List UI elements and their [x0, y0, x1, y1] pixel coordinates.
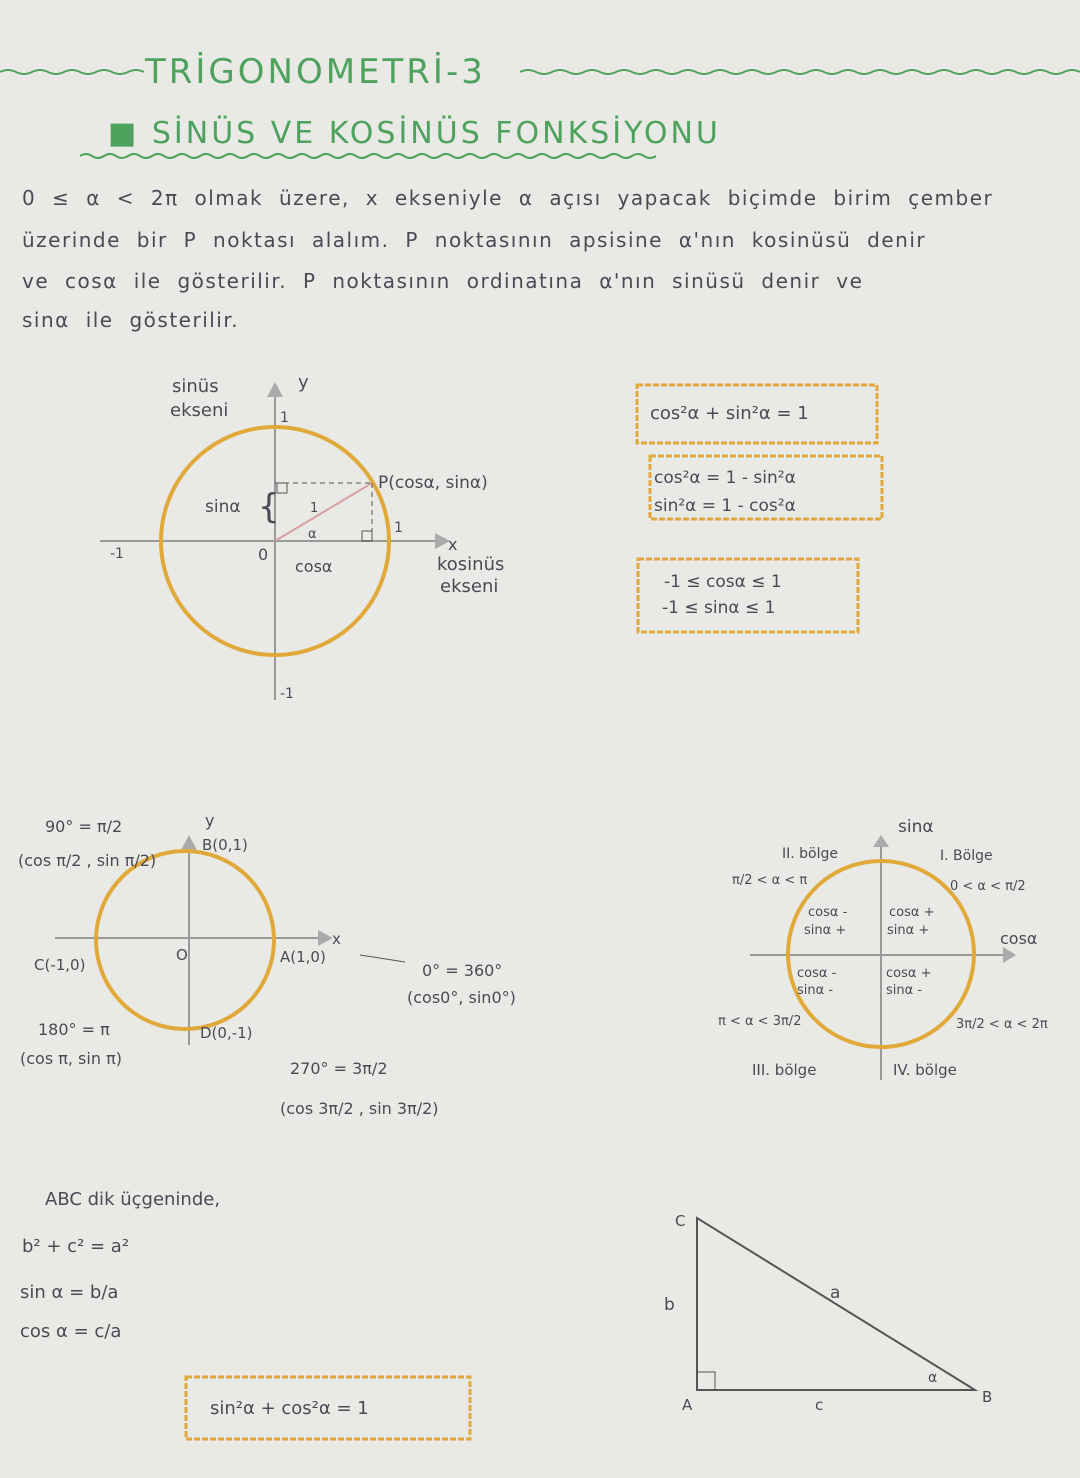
diagram-label: A	[682, 1396, 693, 1414]
diagram-label: sinα -	[797, 983, 834, 998]
diagram-label: 0° = 360°	[422, 961, 503, 980]
special-angles-diagram	[18, 811, 516, 1118]
diagram-label: (cos π/2 , sin π/2)	[18, 851, 157, 870]
diagram-label: π < α < 3π/2	[718, 1014, 802, 1029]
diagram-label: II. bölge	[782, 846, 838, 862]
diagram-label: cosα -	[797, 966, 837, 981]
diagram-label: 1	[280, 410, 289, 426]
diagram-label: I. Bölge	[940, 848, 993, 864]
diagram-label: (cos π, sin π)	[20, 1049, 122, 1068]
diagram-label: D(0,-1)	[200, 1024, 253, 1042]
diagram-label: α	[308, 527, 317, 542]
diagram-label: 1	[310, 501, 319, 516]
unit-circle-diagram	[100, 372, 504, 702]
diagram-label: -1	[110, 546, 124, 562]
formula-boxes	[637, 385, 882, 632]
diagram-label: 0 < α < π/2	[950, 879, 1026, 894]
diagram-label: B(0,1)	[202, 836, 248, 854]
diagram-label: B	[982, 1388, 993, 1406]
diagram-label: 1	[394, 520, 403, 536]
diagram-label: cosα -	[808, 905, 848, 920]
diagram-label: -1 ≤ sinα ≤ 1	[662, 598, 776, 618]
diagram-label: cos α = c/a	[20, 1321, 122, 1342]
section-title: ■ SİNÜS VE KOSİNÜS FONKSİYONU	[108, 116, 721, 151]
diagram-label: sinα +	[887, 923, 930, 938]
paragraph-line: ve cosα ile gösterilir. P noktasının ordinatına α'nın sinüsü denir ve	[22, 269, 864, 293]
diagram-label: sinα	[898, 817, 934, 837]
diagram-label: ekseni	[170, 400, 229, 421]
diagram-label: x	[332, 930, 341, 948]
triangle-section	[20, 1189, 992, 1439]
diagram-label: cosα	[1000, 929, 1038, 948]
diagram-label: cos²α + sin²α = 1	[650, 403, 809, 424]
diagram-label: 270° = 3π/2	[290, 1059, 388, 1078]
diagram-label: 3π/2 < α < 2π	[956, 1017, 1048, 1032]
diagram-label: sinα	[205, 497, 241, 517]
diagram-label: 90° = π/2	[45, 817, 123, 836]
diagram-label: sinα +	[804, 923, 847, 938]
diagram-label: 180° = π	[38, 1020, 110, 1039]
quadrants-diagram	[718, 817, 1048, 1080]
diagram-label: P(cosα, sinα)	[378, 473, 488, 493]
diagram-label: III. bölge	[752, 1061, 817, 1079]
diagram-label: ABC dik üçgeninde,	[45, 1189, 221, 1210]
diagram-label: x	[448, 535, 458, 554]
diagram-label: π/2 < α < π	[732, 873, 808, 888]
diagram-label: (cos0°, sin0°)	[407, 988, 516, 1007]
diagram-label: y	[205, 811, 215, 830]
diagram-label: ekseni	[440, 576, 499, 597]
page-title: TRİGONOMETRİ-3	[145, 52, 486, 92]
diagram-label: cosα +	[889, 905, 935, 920]
title-underline-left	[0, 70, 144, 74]
diagram-label: cosα +	[886, 966, 932, 981]
diagram-label: c	[815, 1396, 824, 1414]
diagram-label: (cos 3π/2 , sin 3π/2)	[280, 1099, 439, 1118]
diagram-label: b² + c² = a²	[22, 1236, 130, 1257]
paragraph-line: üzerinde bir P noktası alalım. P noktasının apsisine α'nın kosinüsü denir	[22, 228, 927, 252]
subtitle-underline	[80, 154, 656, 158]
diagram-label: cosα	[295, 557, 333, 576]
diagram-label: sinüs	[172, 376, 219, 397]
paragraph-line: sinα ile gösterilir.	[22, 308, 240, 332]
diagram-label: a	[830, 1283, 841, 1303]
paragraph-line: 0 ≤ α < 2π olmak üzere, x ekseniyle α açısı yapacak biçimde birim çember	[22, 186, 994, 210]
diagram-label: α	[928, 1370, 938, 1386]
diagram-label: kosinüs	[437, 554, 505, 575]
diagram-label: -1 ≤ cosα ≤ 1	[664, 572, 782, 592]
diagram-label: b	[664, 1295, 675, 1315]
diagram-label: sin²α = 1 - cos²α	[654, 496, 796, 516]
diagram-label: cos²α = 1 - sin²α	[654, 468, 796, 488]
diagram-label: A(1,0)	[280, 948, 326, 966]
title-underline-right	[520, 70, 1080, 74]
diagram-label: C	[675, 1212, 686, 1230]
diagram-label: sin²α + cos²α = 1	[210, 1398, 369, 1419]
diagram-label: sinα -	[886, 983, 923, 998]
diagram-label: IV. bölge	[893, 1061, 957, 1079]
diagram-label: 0	[258, 545, 269, 564]
diagram-label: {	[258, 487, 280, 527]
diagram-label: C(-1,0)	[34, 956, 86, 974]
diagram-label: -1	[280, 686, 294, 702]
diagram-label: O	[176, 946, 188, 964]
diagram-label: sin α = b/a	[20, 1282, 119, 1303]
diagram-label: y	[298, 372, 309, 393]
